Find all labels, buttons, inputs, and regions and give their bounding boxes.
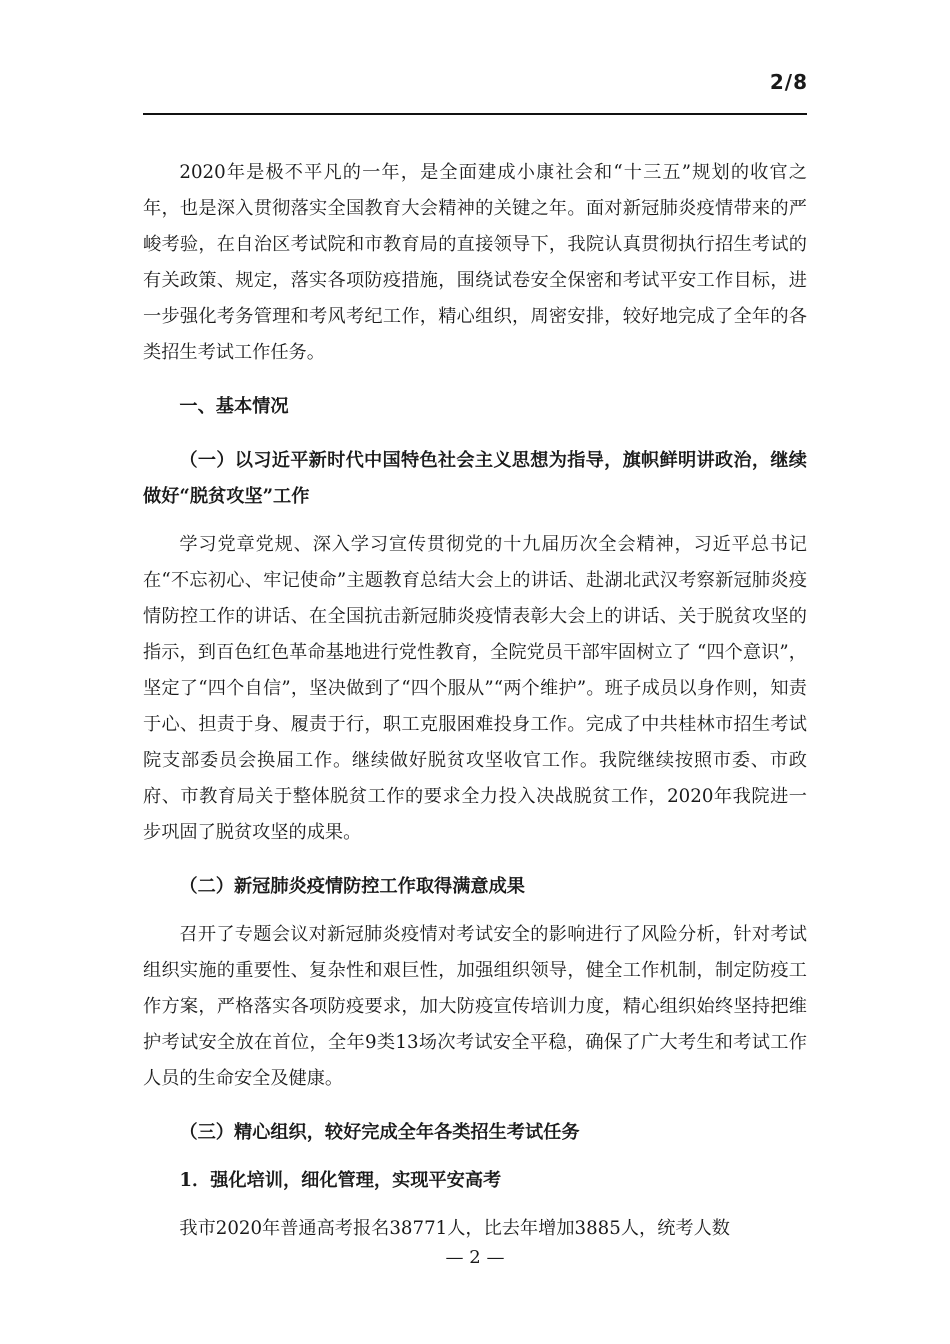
- document-body: [143, 155, 807, 1247]
- subsection-3-heading: （三）精心组织，较好完成全年各类招生考试任务: [179, 1122, 580, 1143]
- item-1-heading: 1．强化培训，细化管理，实现平安高考: [179, 1170, 502, 1191]
- intro-paragraph: 2020年是极不平凡的一年，是全面建成小康社会和“十三五”规划的收官之年，也是深入贯彻落实全国教育大会精神的关键之年。面对新冠肺炎疫情带来的严峻考验，在自治区考试院和市教育局的直接领导下，我院认真贯彻执行招生考试的有关政策、规定，落实各项防疫措施，围绕试卷安全保密和考试平安工作目标，进一步强化考务管理和考风考纪工作，精心组织，周密安排，较好地完成了全年的各类招生考试工作任务。: [143, 162, 807, 363]
- page-footer-number: — 2 —: [445, 1247, 505, 1268]
- subsection-2-heading: （二）新冠肺炎疫情防控工作取得满意成果: [179, 876, 525, 897]
- subsection-1-paragraph: 学习党章党规、深入学习宣传贯彻党的十九届历次全会精神，习近平总书记在“不忘初心、牢记使命”主题教育总结大会上的讲话、赴湖北武汉考察新冠肺炎疫情防控工作的讲话、在全国抗击新冠肺炎疫情表彰大会上的讲话、关于脱贫攻坚的指示，到百色红色革命基地进行党性教育，全院党员干部牢固树立了 “四个意识”，坚定了“四个自信”，坚决做到了“四个服从”“两个维护”。班子成员以身作则，知责于心、担责于身、履责于行，职工克服困难投身工作。完成了中共桂林市招生考试院支部委员会换届工作。继续做好脱贫攻坚收官工作。我院继续按照市委、市政府、市教育局关于整体脱贫工作的要求全力投入决战脱贫工作，2020年我院进一步巩固了脱贫攻坚的成果。: [143, 534, 807, 843]
- header-rule: [143, 113, 807, 115]
- item-1-paragraph: 我市2020年普通高考报名38771人，比去年增加3885人，统考人数: [179, 1218, 730, 1239]
- subsection-1-heading: （一）以习近平新时代中国特色社会主义思想为指导，旗帜鲜明讲政治，继续做好“脱贫攻坚”工作: [143, 450, 807, 507]
- subsection-2-paragraph: 召开了专题会议对新冠肺炎疫情对考试安全的影响进行了风险分析，针对考试组织实施的重要性、复杂性和艰巨性，加强组织领导，健全工作机制，制定防疫工作方案，严格落实各项防疫要求，加大防疫宣传培训力度，精心组织始终坚持把维护考试安全放在首位，全年9类13场次考试安全平稳，确保了广大考生和考试工作人员的生命安全及健康。: [143, 924, 807, 1089]
- section-1-heading: 一、基本情况: [179, 396, 289, 417]
- page-indicator: 2/8: [769, 70, 808, 94]
